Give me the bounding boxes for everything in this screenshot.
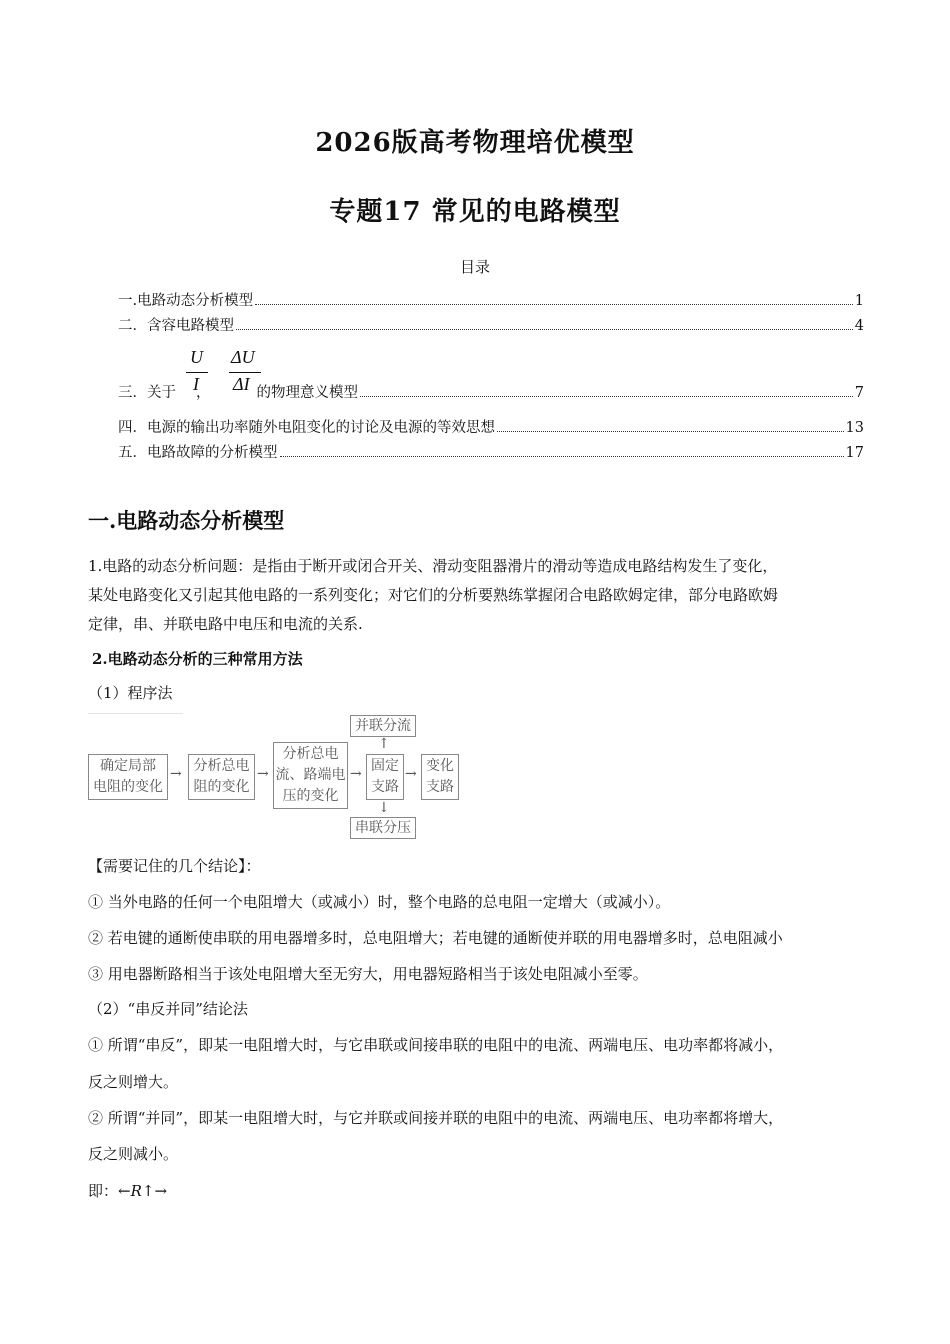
flow-box-text: 分析总电 (282, 746, 339, 762)
flow-box-text: 电阻的变化 (93, 779, 163, 795)
paragraph-line: 某处电路变化又引起其他电路的一系列变化；对它们的分析要熟练掌握闭合电路欧姆定律，部分电路欧姆 (88, 586, 779, 604)
toc-item-page: 17 (845, 445, 864, 461)
arrow-up-icon: ↑ (378, 736, 390, 752)
toc-item-label: 五．电路故障的分析模型 (118, 445, 278, 461)
toc-item-page: 1 (854, 293, 864, 309)
toc-leader (236, 329, 853, 330)
toc-item[interactable] (118, 416, 864, 437)
paragraph-line: ① 所谓“串反”，即某一电阻增大时，与它串联或间接串联的电阻中的电流、两端电压、电功率都将减小， (88, 1036, 784, 1054)
note-item: ② 若电键的通断使串联的用电器增多时，总电阻增大；若电键的通断使并联的用电器增多时，总电阻减小 (88, 929, 783, 947)
fraction-numerator: U (190, 347, 203, 367)
toc-item-label: 一.电路动态分析模型 (118, 293, 254, 309)
fraction-denominator: I (193, 374, 199, 394)
toc-item-label: 四．电源的输出功率随外电阻变化的讨论及电源的等效思想 (118, 420, 495, 436)
subheading: 2.电路动态分析的三种常用方法 (92, 650, 303, 668)
fraction-bar (229, 372, 261, 373)
paragraph-line: 反之则减小。 (88, 1145, 179, 1163)
flow-box-text: 变化 (426, 758, 454, 774)
flow-box-text: 分析总电 (193, 758, 250, 774)
method-label: （1）程序法 (88, 684, 173, 702)
document-title: 2026版高考物理培优模型 (315, 128, 635, 158)
paragraph-line: 反之则增大。 (88, 1073, 179, 1091)
formula: ←R↑→ (118, 1182, 168, 1200)
toc-item[interactable] (118, 289, 864, 310)
document-subtitle: 专题17 常见的电路模型 (329, 197, 621, 227)
toc-item-page: 4 (854, 318, 864, 334)
fraction-denominator: ΔI (233, 374, 250, 394)
toc-leader (497, 431, 844, 432)
toc-leader (280, 456, 844, 457)
arrow-right-icon: → (350, 766, 362, 782)
toc-item-page: 13 (845, 420, 864, 436)
flow-box (366, 754, 404, 800)
paragraph-line: 定律，串、并联电路中电压和电流的关系. (88, 615, 363, 633)
flow-box-text: 流、路端电 (275, 767, 346, 783)
toc-heading: 目录 (459, 258, 490, 276)
flow-box-bottom: 串联分压 (350, 817, 416, 839)
notes-heading: 【需要记住的几个结论】： (88, 857, 261, 875)
toc-item-separator: ， (196, 385, 211, 401)
formula-line (88, 1180, 167, 1201)
toc-item[interactable] (118, 441, 864, 462)
toc-item-label: 的物理意义模型 (256, 385, 358, 401)
toc-item[interactable] (118, 314, 864, 335)
flow-box (88, 754, 168, 800)
fraction-numerator: ΔU (231, 347, 255, 367)
toc-leader (255, 304, 853, 305)
arrow-down-icon: ↓ (378, 800, 390, 816)
note-item: ③ 用电器断路相当于该处电阻增大至无穷大，用电器短路相当于该处电阻减小至零。 (88, 965, 648, 983)
flow-box-text: 压的变化 (282, 788, 339, 804)
divider (88, 713, 183, 714)
toc-item[interactable] (118, 381, 864, 402)
paragraph (88, 552, 878, 639)
flow-box (421, 754, 459, 800)
toc-item-label: 二．含容电路模型 (118, 318, 234, 334)
method-label: （2）“串反并同”结论法 (88, 1000, 248, 1018)
arrow-right-icon: → (257, 766, 269, 782)
flow-box-text: 固定 (371, 758, 399, 774)
note-item: ① 当外电路的任何一个电阻增大（或减小）时，整个电路的总电阻一定增大（或减小）。 (88, 893, 671, 911)
formula-prefix: 即： (88, 1182, 119, 1200)
paragraph-line: 1.电路的动态分析问题：是指由于断开或闭合开关、滑动变阻器滑片的滑动等造成电路结构发生了变化， (88, 557, 778, 575)
arrow-right-icon: → (170, 766, 182, 782)
fraction-bar (186, 372, 208, 373)
flow-box-text: 支路 (426, 779, 454, 795)
flow-box (273, 742, 348, 809)
flow-box (188, 754, 255, 800)
flow-box-text: 确定局部 (100, 758, 156, 774)
section-heading: 一.电路动态分析模型 (88, 508, 285, 533)
flow-box-text: 支路 (371, 779, 399, 795)
paragraph-line: ② 所谓“并同”，即某一电阻增大时，与它并联或间接并联的电阻中的电流、两端电压、电功率都将增大， (88, 1109, 784, 1127)
flow-box-text: 阻的变化 (193, 779, 250, 795)
flow-box-top: 并联分流 (350, 715, 416, 737)
toc-leader (360, 396, 853, 397)
arrow-right-icon: → (405, 766, 417, 782)
toc-item-page: 7 (854, 385, 864, 401)
toc-item-label: 三．关于 (118, 385, 176, 401)
